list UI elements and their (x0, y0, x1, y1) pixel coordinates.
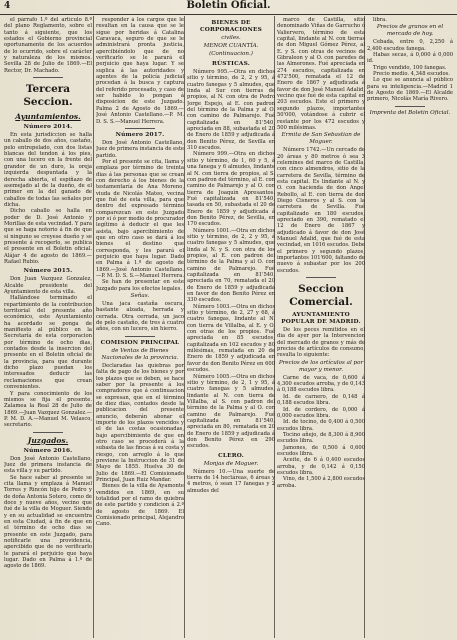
notice-subheading: (Continuacion.) (209, 51, 253, 57)
price-line: Trigo vendido, 100 fanegas. (373, 64, 447, 71)
paragraph: Y para conocimiento de los mismos se fija el presente. Zalamea la Real 28 de Julio de 1869.—Juan Vazquez Gonzalez.—P. M. D. A.—Manuel M. Velasco, secretario. (4, 390, 92, 429)
notice-heading: CLERO. (218, 452, 244, 459)
price-line: Cebada, entre 0, 2,250 á 2,400 escudos fanega. (367, 39, 453, 52)
paragraph: Número 999.—Otra en dichos sitio y término, de 1, 60 y 5, á una fanega y 6 almudes, lindante al N. con tierra de propios, al S. con padron del término, al E. con camino de Palmarejo y al O. con tierra de Joaquín Apresantos. Fué capitalizada en 81'540, tasada en 50, subastada el 20 de Enero de 1859 y adjudicada á don Benito Pérez, de Sevilla, en 170 escudos. (187, 151, 275, 228)
paragraph: En esta jurisdiccion se halla un caballo de dos años, castaño, pelo entrepelado, con dos listas blancas del tendon á los pies, con una lucero en la frente del grandor de un duro, la oreja izquierda despuntada y la derecha abierta, el espiñazo de asemejado al de la dueño, de el primer en la del ganado de caballos de todas las señales por dicha. (4, 132, 92, 208)
section-heading: Tercera Seccion. (23, 83, 73, 109)
notice-subheading: Ermita de San Sebastian de Moguer. (281, 132, 361, 146)
paragraph: libra. (373, 17, 387, 23)
notice-subheading: civiles. (221, 35, 241, 41)
notice-number: Número 2014. (23, 124, 73, 131)
paragraph: Número 995.—Otra en dichos sitio y término, de 2, 2 y 95, á cuatro fanegas y 5 almudes, que linda al Sur con tierras de propios, al N. con otra de Pedro Jorge Espejo, al E. con padron del término de la Palma y al O. con camino de Palmarejo. Fué capitalizada en 81'540, apreciada en 88, subastada el 20 de Enero de 1859 y adjudicada á don Benito Pérez, de Sevilla en 310 escudos. (187, 69, 275, 152)
price-line: Aceite, de 6 á 0,400 escudos arroba, y de 0,142 á 0,150 escudos libra. (277, 457, 365, 476)
paragraph: Don José Antonio Castellano, Juez de primera instancia de este partido. (96, 139, 184, 159)
notice-subheading: MENOR CUANTÍA. (203, 43, 259, 49)
notice-number: Número 2016. (23, 447, 73, 454)
notice-subheading: Precios de granos en el mercado de hoy. (376, 24, 444, 38)
column-3 (187, 17, 275, 638)
page-header (0, 0, 457, 15)
column-1 (4, 17, 92, 638)
price-line: Id. de carnero, de 0,148 á 0,188 escudos libra. (277, 393, 365, 407)
paragraph: De los peces remitidos en el dia de ayer por la Intervencion del mercado de granos y más de precios de artículos de consumo, resulta lo siguiente: (277, 327, 365, 359)
notice-number: Número 2017. (115, 131, 165, 138)
subsection-heading: Ayuntamientos. (15, 112, 81, 122)
paragraph: Número 1742.—Un cercado de 20 áreas y 80 metros ó sea 3 celemines del marco de Castilla, con cinco almendros, sitio de la carretera de Sevilla, término de esta capital. Es lindante al N. y O. con hacienda de don Angel Rebollo, al E. con tierra de don Diego Cisneros y al S. con la carretera de Sevilla. Fué capitalizado en 180 escudos, apreciado en 390, rematado el 12 de Enero de 1867 y adjudicado á favor de don José Manuel Adalid, que fué de esta vecindad, en 1016 escudos. Debe el primero y segundo plazos, importantes 101'600, faltando de nuevo á subastar por los 200 escudos. (277, 147, 365, 274)
paragraph: Dicho caballo se halla en poder de D. José Antonio y Morillas de esta vecindad. Y para que se haga notorio á fin de que si ninguno se creyese dueño y se presente á recogerlo, se publica el presente en el Boletin oficial. Alájar 4 de agosto de 1869.—Rafael Rubio. (4, 208, 92, 265)
column-divider (93, 16, 94, 638)
divider (306, 277, 336, 278)
subsection-heading: Juzgados. (27, 435, 69, 445)
notice-heading: BIENES DE CORPORACIONES (199, 20, 263, 33)
paragraph: Por el presente se cita, llama y emplaza por término de treinta dias á las personas que se crean con derecho á los bienes de la testamentaría de Ana Moreno, viuda de Nicolás Mateo, vecina que fué de esta villa, para que dentro del expresado término comparezcan en este Juzgado por si ó por medio de procurador legítimo á deducir el que les asista, bajo apercibimiento de que en otro caso se dará á los bienes el destino que corresponda, y les parará el perjuicio que haya lugar. Dado en Palma á 1.º de agosto de 1869.—José Antonio Castellano.—P. M. D. S. S.—Manuel Herrera. (96, 158, 184, 280)
paragraph: Número 1005.—Otra en dichos sitio y término, de 2, 1 y 95, á cuatro fanegas y 5 almudes, lindante al N. con tierra de Villalba, al S. con padron del término de la Palma y al O. con camino de Palmarejo. Fué capitalizada en 81'540, apreciada en 80, rematada en 20 de Enero de 1859 y adjudicada á don Benito Pérez en 290 escudos. (187, 373, 275, 450)
price-line: Precio medio. 4,348 escudos. (373, 71, 450, 78)
paragraph: Se han de presentar en este Juzgado para los efectos legales. (96, 279, 184, 292)
paragraph: Número 1001.—Otra en dichos sitio y término, de 2, 2 y 95, á cuatro fanegas y 5 almudes, que linda al N. y S. con otra de los propios, al E. con padron del término de la Palma y al O. con camino de Palmarejo. Fué capitalizada en 81'540, apreciada en 70, rematada el 20 de Enero de 1859 y adjudicada en favor de don Benito Pérez en 330 escudos. (187, 227, 275, 304)
price-line: Jamones, de 0,500 á 0,600 escudos libra. (277, 444, 365, 457)
paragraph: Una jaca castaña oscura, bastante alzada, herrada y cerrada. Otra cerrada, un jaco de pelo castaño, de tres á cuatro años, con un lucero, sin hierro. (96, 301, 184, 333)
divider (33, 432, 63, 433)
notice-subheading: Señas. (130, 293, 150, 300)
divider (125, 128, 155, 129)
divider (33, 77, 63, 78)
notice-subheading: Monjas de Moguer. (203, 460, 259, 467)
column-2 (96, 17, 184, 638)
price-line: Id. de cordero, de 0,000 á 0,000 escudos libra. (277, 406, 365, 419)
page-title: Boletin Oficial. (186, 0, 271, 11)
price-line: Id. de tocino, de 0,400 á 0,500 escudos libra. (277, 419, 365, 432)
imprint: Imprenta del Boletin Oficial. (369, 109, 451, 116)
notice-number: Número 2015. (23, 268, 73, 275)
notice-subheading: Precios de los artículos al por mayor y menor. (278, 359, 364, 373)
paragraph: Declaradas las quiebras por falta de pago de los bienes y por los plazos que se deben, se hace saber por la presente á los compradores que á continuacion se expresan, que en el término de diez dias, contados desde la publicacion del presente anuncio, deberán abonar el importe de los plazos vencidos y el de las costas ocasionadas, bajo apercibimiento de que en otro caso se procederá á la subasta de las fincas á su costa y riesgo, con arreglo á lo que previene la Instruccion de 31 de Mayo de 1855. Huelva 30 de Julio de 1869.—El Comisionado Principal, Juan Ruiz Mandar. (96, 362, 184, 483)
price-line: Vino, de 1,500 á 2,800 escudos arroba. (277, 476, 365, 489)
paragraph: Se hace saber al presente se cita llama y emplaza á Manuel Torres y Rincón hijo de Pedro y de doña Antonia Sotero, como de doce y nueve años, vecino que fué de la villa de Moguer. Siendo y en su actualidad se encuentra en esta Ciudad, á fin de que en el término de ocho dias se presente en este Juzgado, para notificarle una providencia, apercibido que de no verificarlo le parará el perjuicio que haya lugar. Dado en Palma á 1.º de agosto de 1869. (4, 474, 92, 570)
price-line: Habas secas, á 0,000 á 0,000 id. (367, 52, 453, 65)
price-line: Carne de vaca, de 0,600 á 4,300 escudos arroba, y de 0,143 á 0,188 escudos libra. (277, 374, 365, 394)
paragraph: Lo que se anuncia al público para su inteligencia.—Madrid 1 de Agosto de 1869.—El Alcalde primero, Nicolás María Rivero. (367, 77, 453, 103)
paragraph: marco de Castilla, sitio denominado Viñas de Garrucho ó Valiervero, término de esta capital, lindante al N. con tierras de don Miguel Gómez Pérez, al E. y S. con otras de vecinos de Gibraleon y al O. con paredes de las Almerones. Fué apreciada en 274 escudos, capitalizada en 472'500, rematada el 12 de Enero de 1867 y adjudicada á favor de don José Manuel Adalid, vecino que fué de esta capital en 203 escudos. Este el primero y segundo plazos, importantes 50'000, votándose á cubrir el restante por los 472 escudos y 500 milésimas. (277, 17, 365, 131)
notice-subheading: de Ventas de Bienes Nacionales de la provincia. (101, 347, 179, 361)
paragraph: Número 10.—Una suerte de tierra de 14 hectáreas, 6 áreas y 4 metros, ó sean 17 fanegas y 2 almudes del (187, 468, 275, 494)
paragraph: el párrafo 1.º del artículo 8.º del plano Reglamento, sobre el tanto á siguiente, que los estados el Gobierno provincial oportunamente de los acuerdos de lo ocurrido, sobre el carácter y naturaleza de los mismos. Sevilla 28 de Julio de 1869.—El Rector, Dr. Machado. (4, 17, 92, 74)
price-line: Tocino añejo, de 8,300 á 8,900 escudos libra. (277, 431, 365, 445)
section-heading: Seccion Comercial. (289, 283, 353, 309)
column-divider (184, 16, 185, 638)
paragraph: Don José Antonio Castellano, Juez de primera instancia de esta villa y su partido. (4, 455, 92, 475)
notice-heading: AYUNTAMIENTO POPULAR DE MADRID. (281, 312, 361, 326)
divider (125, 336, 155, 337)
notice-heading: COMISION PRINCIPAL (100, 339, 180, 346)
page-number: 4 (4, 1, 11, 11)
column-5 (367, 17, 453, 638)
paragraph: Don Juan Vazquez Gonzalez, Alcalde presidente del Ayuntamiento de esta villa. (4, 276, 92, 295)
notice-heading: RÚSTICAS. (212, 61, 250, 67)
paragraph: Bienes de la villa de Ayamonte vendidos en 1869, en su totalidad por el ramo de quiebra de este partido y condicion á 2.º de agosto de 1869. El Comisionado principal, Alejandro Cano. (96, 483, 184, 528)
paragraph: Número 1003.—Otra en dichos sitio y término, de 2, 27 y 68, á cuatro fanegas, lindante al N. con tierra de Villalba, al E. y O. con otras de los propios. Fué apreciada en 85 escudos, capitalizada en 102 escudos y 80 milésimas, rematada en 20 de Enero de 1859 y adjudicada en favor de don Benito Pérez en 600 escudos. (187, 303, 275, 374)
divider (395, 106, 425, 107)
paragraph: responder á los cargos que le resultan en la causa que se le sigue por heridas á Catalina Caravaca, seguro de que se le administrará pronta justicia, apercibiéndolo que de no verificarlo se le parará el perjuicio que haya lugar. Y se suplica á las autoridades y agentes de la policía judicial procedan á la busca y captura del referido procesado, y caso de ser habido lo pongan á disposicion de este Juzgado. Palma 2 de Agosto de 1869.—José Antonio Castellano.—P. M. D. S. S.—Manuel Herrera. (96, 17, 184, 125)
column-4 (277, 17, 365, 638)
paragraph: Hallándose terminado el repartimiento de la contribucion territorial del presente año económico, este Ayuntamiento ha acordado se ponga de manifiesto al público en la Secretaría de esta corporacion por término de ocho dias, contados desde la insercion del presente en el Boletin oficial de la provincia, para que durante dicho plazo puedan los interesados deducir las reclamaciones que crean convenientes. (4, 295, 92, 391)
